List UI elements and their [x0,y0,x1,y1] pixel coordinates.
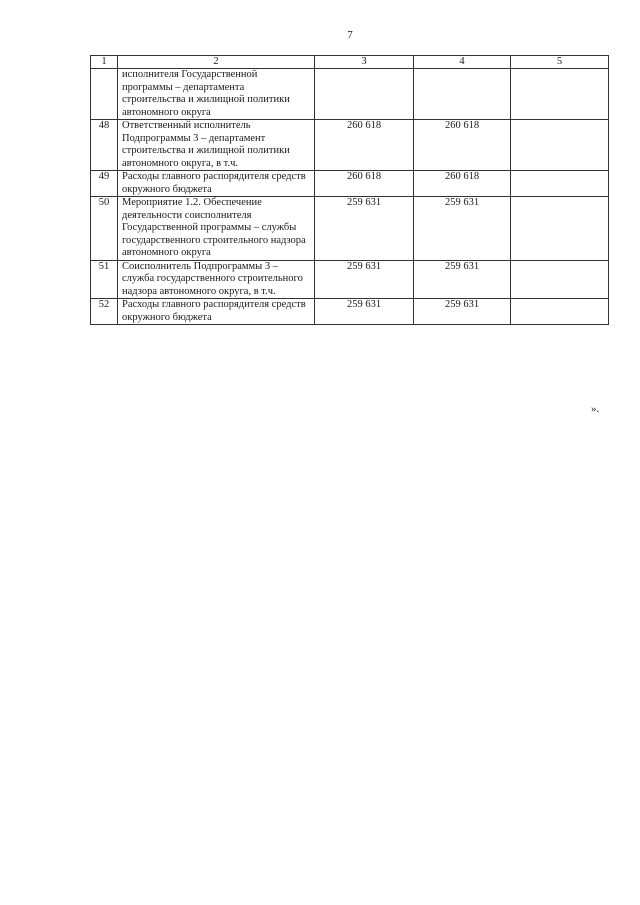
column-header-1: 1 [91,56,118,69]
row-description: Ответственный исполнитель Подпрограммы 3 – департамент строительства и жилищной политики автономного округа, в т.ч. [118,120,315,171]
row-value-col4: 260 618 [414,120,511,171]
row-number: 51 [91,260,118,299]
row-value-col4 [414,69,511,120]
page-number: 7 [347,29,353,41]
column-header-3: 3 [315,56,414,69]
row-number [91,69,118,120]
row-value-col4: 259 631 [414,299,511,325]
row-description: Расходы главного распорядителя средств окружного бюджета [118,171,315,197]
row-description: исполнителя Государственной программы – департамента строительства и жилищной политики автономного округа [118,69,315,120]
table-header-row [91,56,609,69]
row-value-col5 [511,299,609,325]
row-value-col5 [511,120,609,171]
table-row [91,69,609,120]
row-value-col3: 260 618 [315,171,414,197]
row-value-col4: 260 618 [414,171,511,197]
table-row [91,171,609,197]
row-description: Мероприятие 1.2. Обеспечение деятельности соисполнителя Государственной программы – службы государственного строительного надзора автономного округа [118,197,315,261]
row-number: 49 [91,171,118,197]
table-row [91,197,609,261]
column-header-5: 5 [511,56,609,69]
column-header-4: 4 [414,56,511,69]
table-row [91,260,609,299]
row-number: 52 [91,299,118,325]
row-number: 50 [91,197,118,261]
row-value-col5 [511,69,609,120]
column-header-2: 2 [118,56,315,69]
row-description: Соисполнитель Подпрограммы 3 – служба государственного строительного надзора автономного округа, в т.ч. [118,260,315,299]
closing-quote-mark: ». [591,403,600,415]
row-value-col3: 259 631 [315,299,414,325]
row-number: 48 [91,120,118,171]
table-row [91,120,609,171]
row-value-col3 [315,69,414,120]
row-value-col5 [511,260,609,299]
row-value-col4: 259 631 [414,260,511,299]
row-value-col4: 259 631 [414,197,511,261]
row-value-col3: 259 631 [315,197,414,261]
row-value-col3: 259 631 [315,260,414,299]
data-table [90,55,609,325]
row-description: Расходы главного распорядителя средств окружного бюджета [118,299,315,325]
table-row [91,299,609,325]
row-value-col5 [511,197,609,261]
row-value-col3: 260 618 [315,120,414,171]
row-value-col5 [511,171,609,197]
